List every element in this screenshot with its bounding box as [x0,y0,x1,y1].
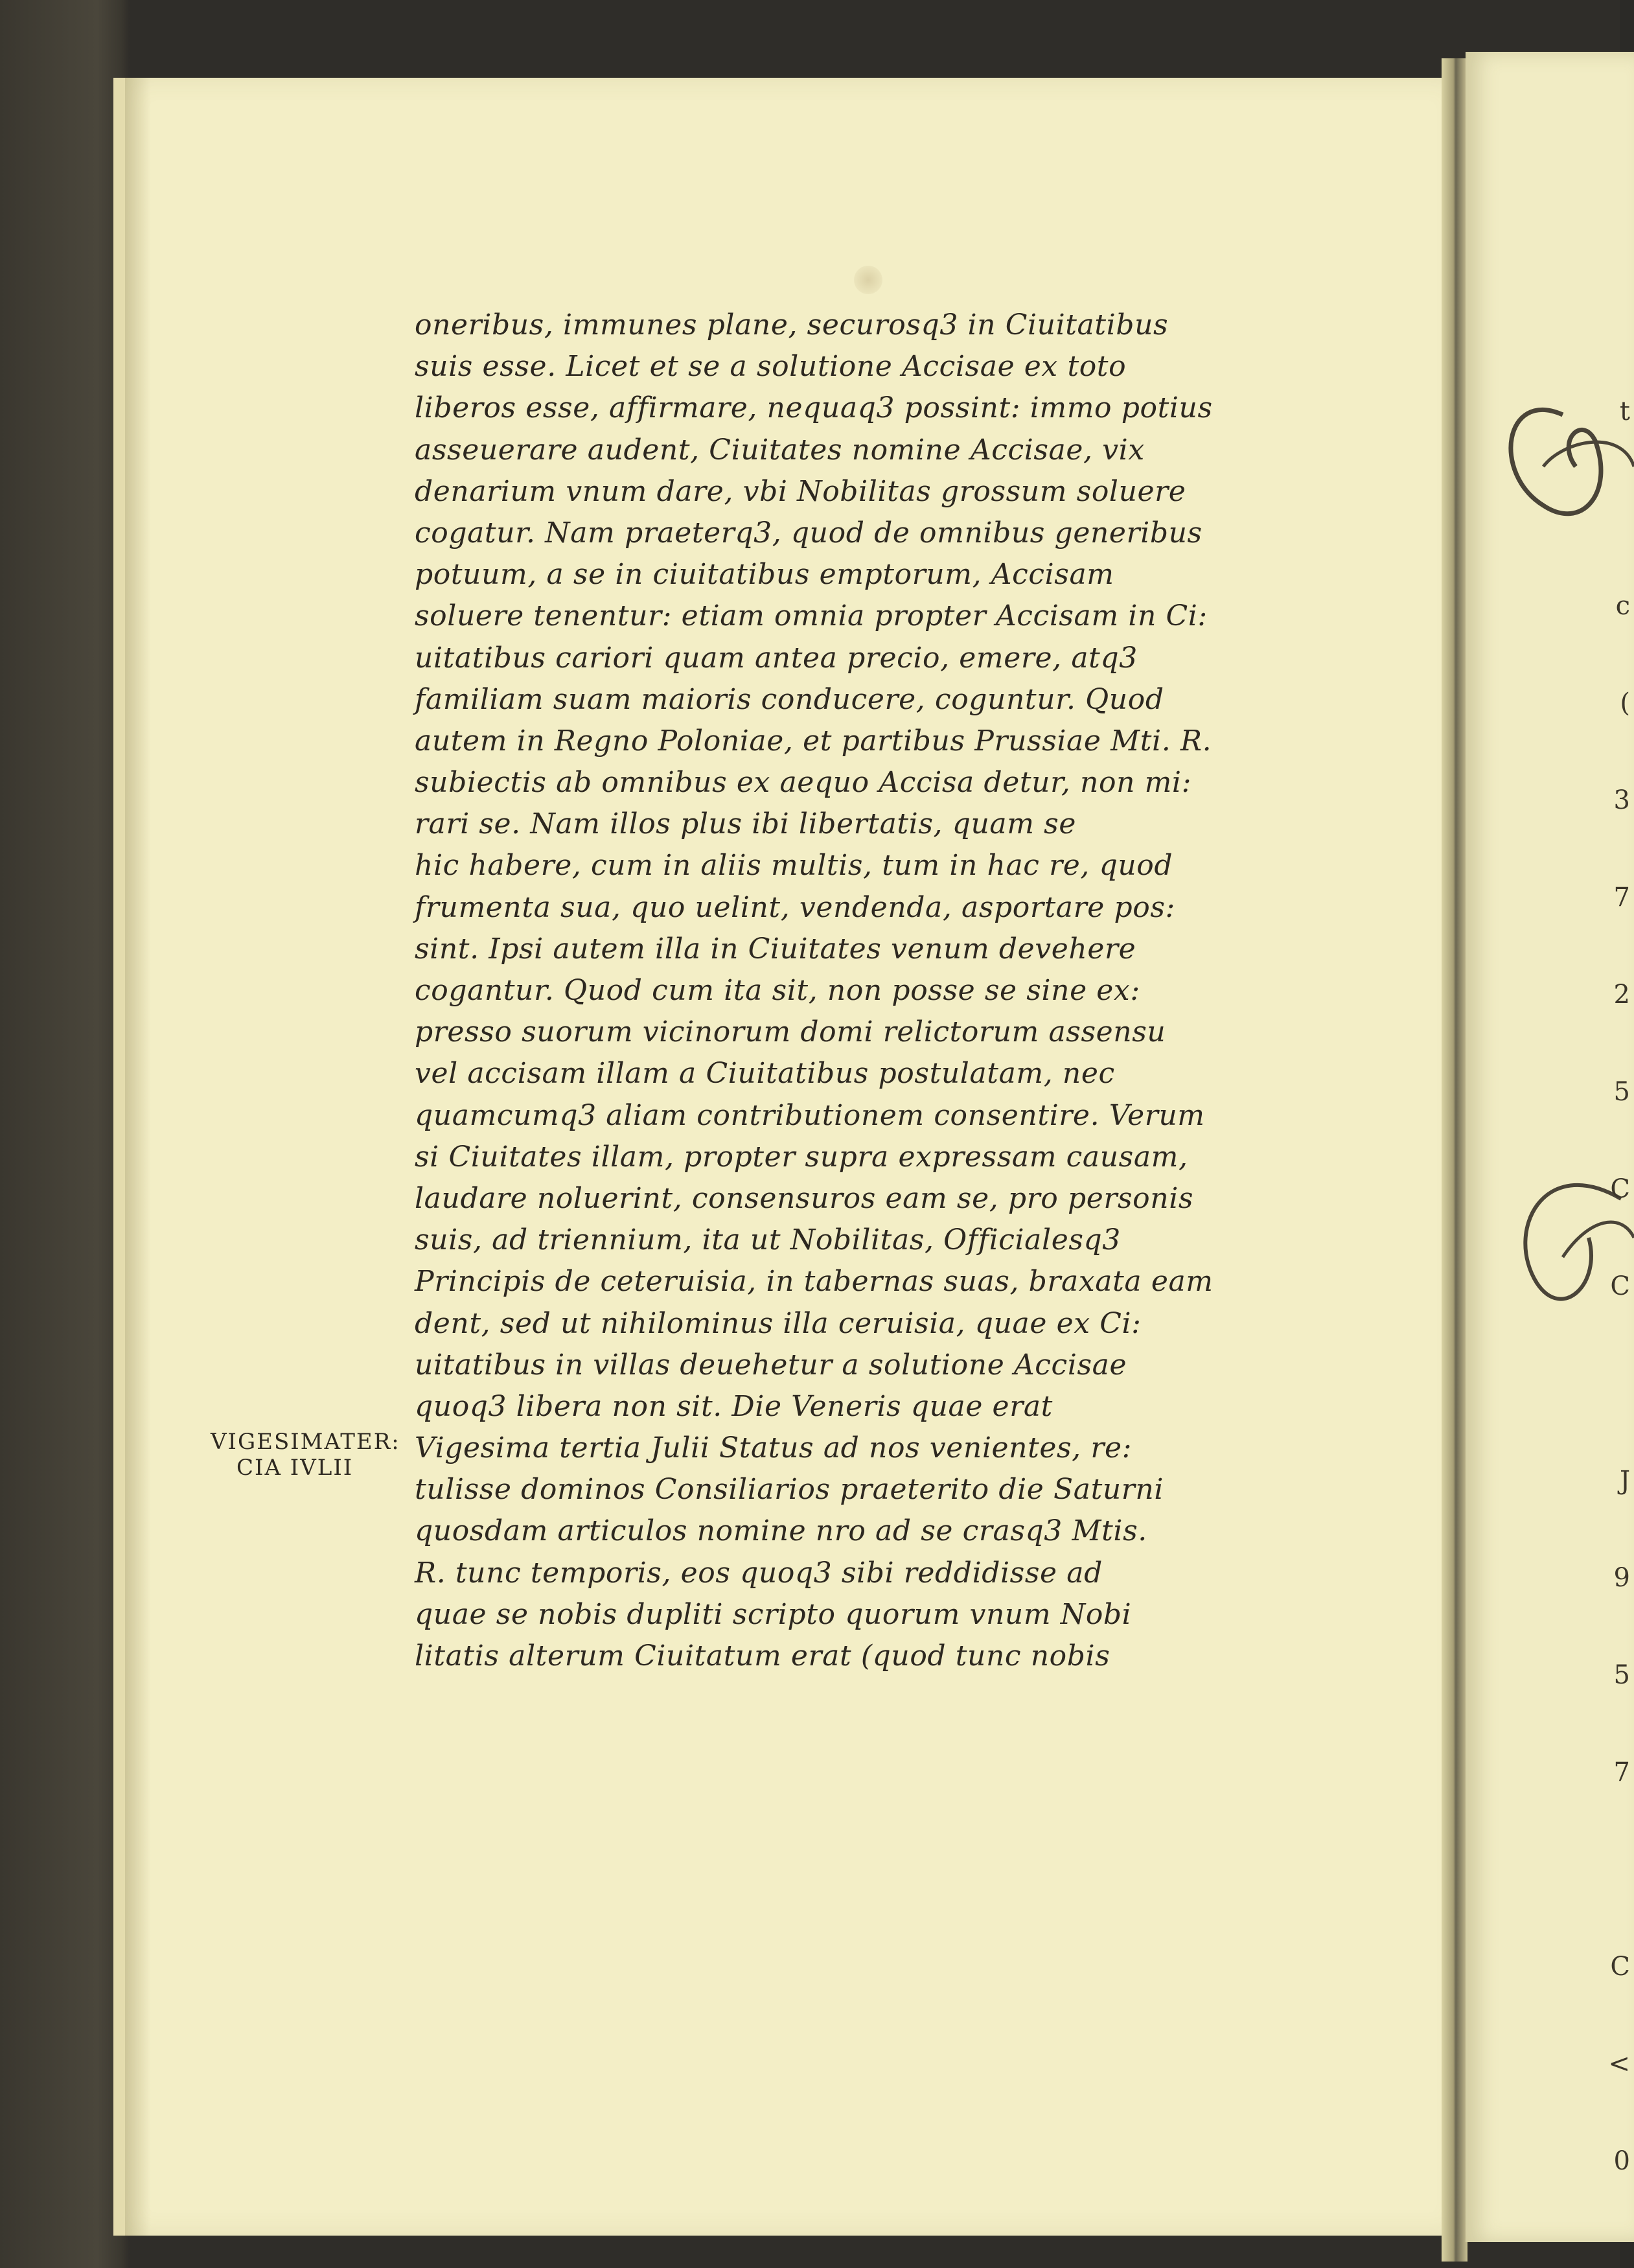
text-line: subiectis ab omnibus ex aequo Accisa detur, non mi: [415,766,1192,800]
marginal-note-line: CIA IVLII [236,1455,354,1481]
text-line: tulisse dominos Consiliarios praeterito die Saturni [415,1473,1164,1507]
text-line: vel accisam illam a Ciuitatibus postulatam, nec [415,1057,1115,1091]
text-line: autem in Regno Poloniae, et partibus Prussiae Mti. R. [415,724,1212,758]
manuscript-text-block [415,305,1283,1677]
marginal-note-line: VIGESIMATER: [211,1429,400,1455]
text-line: quosdam articulos nomine nro ad se crasq3 Mtis. [415,1514,1147,1548]
text-line: dent, sed ut nihilominus illa ceruisia, quae ex Ci: [415,1306,1142,1340]
right-page-fragment [1466,52,1634,2242]
text-line: soluere tenentur: etiam omnia propter Accisam in Ci: [415,599,1208,633]
marginal-note [211,1429,418,1481]
text-line: R. tunc temporis, eos quoq3 sibi reddidisse ad [415,1556,1103,1590]
text-line: uitatibus in villas deuehetur a solutione Accisae [415,1348,1127,1382]
paper-stain [854,266,882,294]
text-line: quae se nobis dupliti scripto quorum vnum Nobi [415,1597,1132,1631]
text-line: potuum, a se in ciuitatibus emptorum, Accisam [415,558,1114,592]
text-line: laudare noluerint, consensuros eam se, pro personis [415,1181,1194,1215]
text-line: hic habere, cum in aliis multis, tum in hac re, quod [415,849,1173,883]
text-line: cogantur. Quod cum ita sit, non posse se sine ex: [415,974,1140,1007]
text-line: rari se. Nam illos plus ibi libertatis, quam se [415,807,1076,841]
text-line: oneribus, immunes plane, securosq3 in Ciuitatibus [415,308,1169,341]
right-page-text-fragments: t c ( 3 7 2 5 C C J 9 5 7 C < 0 [1608,397,1630,2176]
text-line: cogatur. Nam praeterq3, quod de omnibus generibus [415,516,1202,550]
text-line: familiam suam maioris conducere, coguntur. Quod [415,682,1164,716]
text-line: sint. Ipsi autem illa in Ciuitates venum devehere [415,932,1136,966]
text-line: suis, ad triennium, ita ut Nobilitas, Officialesq3 [415,1223,1121,1257]
book-gutter [1442,58,1467,2262]
text-line: suis esse. Licet et se a solutione Accisae ex toto [415,350,1127,384]
text-line: quoq3 libera non sit. Die Veneris quae erat [415,1389,1053,1423]
text-line: denarium vnum dare, vbi Nobilitas grossum soluere [415,474,1186,508]
text-line: frumenta sua, quo uelint, vendenda, asportare pos: [415,890,1175,924]
text-line: litatis alterum Ciuitatum erat (quod tunc nobis [415,1639,1110,1672]
text-line: Principis de ceteruisia, in tabernas suas, braxata eam [415,1265,1214,1299]
text-line: quamcumq3 aliam contributionem consentire. Verum [415,1098,1205,1132]
text-line: asseuerare audent, Ciuitates nomine Accisae, vix [415,433,1145,467]
text-line: Vigesima tertia Julii Status ad nos venientes, re: [415,1431,1133,1465]
text-line: presso suorum vicinorum domi relictorum assensu [415,1015,1166,1049]
text-line: uitatibus cariori quam antea precio, emere, atq3 [415,641,1138,675]
text-line: si Ciuitates illam, propter supra expressam causam, [415,1140,1188,1174]
text-line: liberos esse, affirmare, nequaq3 possint: immo potius [415,391,1213,425]
